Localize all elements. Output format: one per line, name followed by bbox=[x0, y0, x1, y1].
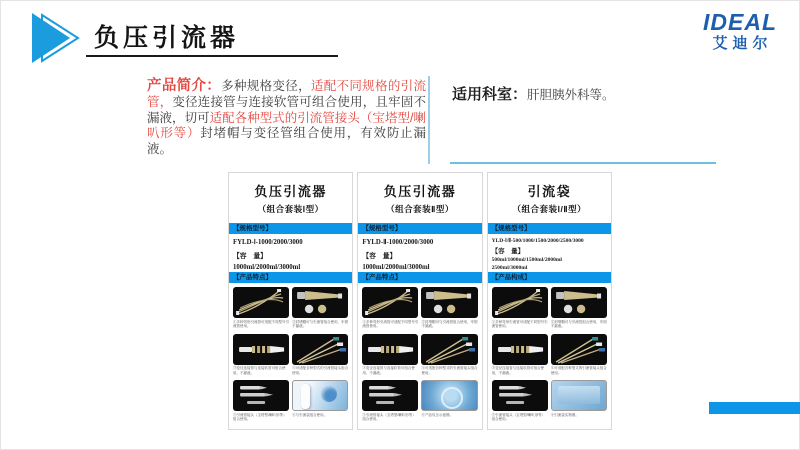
product-photo-drainage-bag bbox=[292, 380, 348, 411]
photo-grid bbox=[488, 283, 611, 429]
capacity-label: 【容 量】 bbox=[491, 248, 525, 255]
vertical-divider bbox=[428, 76, 430, 164]
photo-cell bbox=[551, 287, 607, 333]
photo-caption: ⑤引流管接头（宝塔型/喇叭形等）组合使用。 bbox=[362, 412, 416, 422]
photo-cell bbox=[292, 287, 348, 333]
photo-grid bbox=[358, 283, 481, 429]
photo-caption: ①多种弯形引流管可适配不同型号引流管使用。 bbox=[491, 319, 548, 328]
product-photo-connectors bbox=[551, 287, 607, 318]
photo-caption: ①多种弯形引流管可适配不同型号引流管使用。 bbox=[233, 319, 289, 328]
product-photo-parts bbox=[362, 380, 418, 411]
photo-caption: ④可适配各种型式的引流管接头组合使用。 bbox=[292, 366, 349, 375]
feature-header-bar: 【产品特点】 bbox=[229, 272, 352, 283]
photo-cell bbox=[421, 334, 477, 380]
photo-caption: ④可适配各种型式的引流管接头组合使用。 bbox=[550, 366, 607, 375]
photo-caption: ②封堵帽可与引流管组合使用，牢固不漏液。 bbox=[292, 319, 349, 328]
product-column-type1 bbox=[228, 172, 353, 430]
photo-caption: ③变径连接管与连接软管可组合使用，不漏液。 bbox=[362, 366, 415, 375]
product-photo-parts bbox=[492, 380, 548, 411]
bottom-accent-bar bbox=[709, 402, 800, 414]
photo-caption: ②封堵帽可与引流管组合使用，牢固不漏液。 bbox=[550, 319, 607, 328]
spec-block bbox=[229, 234, 352, 272]
photo-caption: ⑥与引流袋组合使用。 bbox=[292, 412, 328, 417]
composition-header-bar: 【产品构成】 bbox=[488, 272, 611, 283]
photo-cell bbox=[551, 380, 607, 426]
product-photo-connectors bbox=[421, 287, 477, 318]
product-photo-tubes bbox=[492, 287, 548, 318]
product-photo-bag-image bbox=[551, 380, 607, 411]
spec-block bbox=[488, 234, 611, 272]
photo-cell bbox=[362, 380, 418, 426]
model-number: YLD-Ⅰ/Ⅱ-500/1000/1500/2000/2500/3000 bbox=[491, 238, 584, 244]
product-photo-pressure-gauge bbox=[421, 380, 477, 411]
product-photo-connectors bbox=[292, 287, 348, 318]
photo-caption: ③变径连接管与连接软管可组合使用，不漏液。 bbox=[491, 366, 545, 375]
applicable-department bbox=[452, 83, 615, 104]
intro-label: 产品简介： bbox=[147, 78, 222, 94]
product-photo-tubes bbox=[362, 287, 418, 318]
product-photo-connector bbox=[233, 334, 289, 365]
department-label: 适用科室： bbox=[452, 86, 528, 103]
photo-caption: ⑥产品负压示意图。 bbox=[421, 412, 453, 417]
photo-cell bbox=[492, 287, 548, 333]
photo-caption: ④可适配各种型式的引流管接头组合使用。 bbox=[421, 366, 478, 375]
product-column-bag bbox=[487, 172, 612, 430]
product-photo-multi-tubes bbox=[551, 334, 607, 365]
capacity-values: 1000ml/2000ml/3000ml bbox=[362, 264, 430, 271]
photo-cell bbox=[233, 380, 289, 426]
photo-grid bbox=[229, 283, 352, 429]
intro-segment-highlight: 适配各种型式的引流管接头（宝塔型/喇叭形等） bbox=[147, 110, 426, 141]
product-photo-parts bbox=[233, 380, 289, 411]
capacity-values: 500ml/1000ml/1500ml/2000ml bbox=[491, 257, 562, 263]
photo-caption: ⑤引流管接头（宝塔型/喇叭形等）组合使用。 bbox=[233, 412, 287, 422]
photo-cell bbox=[362, 287, 418, 333]
model-number: FYLD-Ⅰ-1000/2000/3000 bbox=[233, 239, 303, 246]
capacity-values: 1000ml/2000ml/3000ml bbox=[233, 264, 301, 271]
spec-header-bar: 【规格型号】 bbox=[488, 223, 611, 234]
product-column-type2 bbox=[357, 172, 482, 430]
photo-caption: ⑥引流袋实物图。 bbox=[550, 412, 579, 417]
capacity-values: 2500ml/3000ml bbox=[491, 265, 528, 271]
photo-cell bbox=[362, 334, 418, 380]
product-name: 负压引流器 bbox=[383, 184, 457, 199]
product-photo-connector bbox=[362, 334, 418, 365]
model-number: FYLD-Ⅱ-1000/2000/3000 bbox=[362, 239, 434, 246]
photo-cell bbox=[421, 380, 477, 426]
product-subtitle: （组合套装Ⅰ型） bbox=[257, 204, 324, 214]
photo-caption: ⑤引流管接头（宝塔型/喇叭形等）组合使用。 bbox=[491, 412, 546, 422]
photo-cell bbox=[233, 287, 289, 333]
company-logo bbox=[692, 10, 788, 53]
product-name: 引流袋 bbox=[527, 184, 572, 199]
spec-header-bar: 【规格型号】 bbox=[229, 223, 352, 234]
photo-cell bbox=[292, 380, 348, 426]
photo-cell bbox=[492, 380, 548, 426]
product-table bbox=[228, 172, 612, 430]
spec-header-bar: 【规格型号】 bbox=[358, 223, 481, 234]
product-name: 负压引流器 bbox=[254, 184, 327, 199]
capacity-label: 【容 量】 bbox=[233, 253, 267, 260]
product-subtitle: （组合套装Ⅱ型） bbox=[386, 204, 454, 214]
photo-caption: ②封堵帽可与引流管组合使用，牢固不漏液。 bbox=[421, 319, 478, 328]
title-underline bbox=[86, 55, 338, 57]
arrow-triangle-icon bbox=[28, 12, 92, 64]
photo-cell bbox=[292, 334, 348, 380]
spec-block bbox=[358, 234, 481, 272]
intro-segment: 封堵帽与变径管组合使用，有效防止漏液。 bbox=[147, 126, 426, 157]
photo-cell bbox=[233, 334, 289, 380]
column-header bbox=[488, 173, 611, 223]
photo-cell bbox=[551, 334, 607, 380]
feature-header-bar: 【产品特点】 bbox=[358, 272, 481, 283]
section-underline bbox=[450, 162, 716, 164]
photo-caption: ①多种弯形引流管可适配不同型号引流管使用。 bbox=[362, 319, 419, 328]
intro-segment-highlight: 适配不同规格的引流管， bbox=[147, 79, 426, 109]
logo-text-en: IDEAL bbox=[703, 9, 777, 35]
product-photo-multi-tubes bbox=[292, 334, 348, 365]
product-subtitle: （组合套装Ⅰ/Ⅱ型） bbox=[512, 204, 587, 214]
product-intro bbox=[147, 79, 426, 158]
intro-segment: 变径连接管与连接软管可组合使用，且牢固不漏液，切可 bbox=[147, 94, 426, 125]
product-photo-multi-tubes bbox=[421, 334, 477, 365]
column-header bbox=[358, 173, 481, 223]
department-value: 肝胆胰外科等。 bbox=[527, 88, 615, 102]
capacity-label: 【容 量】 bbox=[362, 253, 397, 260]
intro-segment: 多种规格变径， bbox=[221, 79, 311, 93]
photo-caption: ③变径连接管与连接软管可组合使用，不漏液。 bbox=[233, 366, 286, 375]
product-photo-connector bbox=[492, 334, 548, 365]
photo-cell bbox=[421, 287, 477, 333]
column-header bbox=[229, 173, 352, 223]
page-title: 负压引流器 bbox=[94, 24, 240, 52]
logo-text-cn: 艾迪尔 bbox=[712, 35, 773, 52]
photo-cell bbox=[492, 334, 548, 380]
product-photo-tubes bbox=[233, 287, 289, 318]
